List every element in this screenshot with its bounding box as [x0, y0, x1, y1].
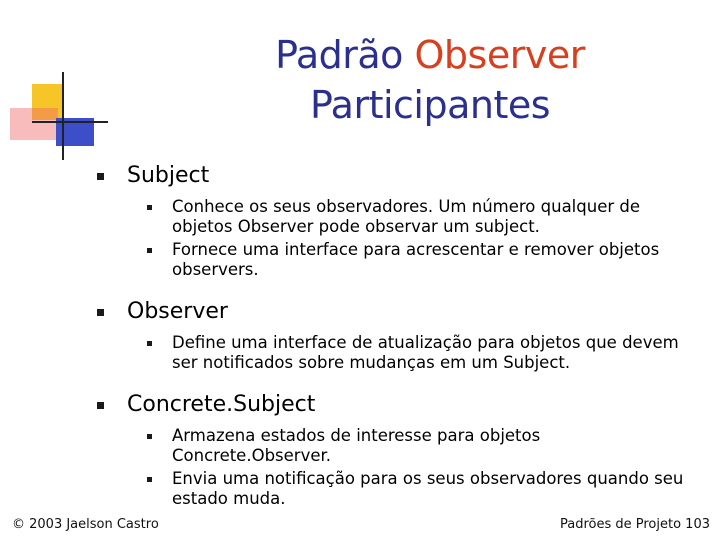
bullet-group-subject [97, 158, 697, 280]
title-word-observer: Observer [414, 33, 585, 77]
title-subtitle: Participantes [309, 83, 551, 127]
sub-bullet-text: Fornece uma interface para acrescentar e remover objetos observers. [172, 240, 660, 279]
bullet-marker [147, 434, 152, 439]
bullet-marker [97, 402, 104, 409]
bullet-marker [147, 341, 152, 346]
bullet-group-observer [97, 294, 697, 373]
bullet-group-concrete-subject [97, 387, 697, 509]
bullet-item [97, 387, 697, 423]
sub-bullet-item [147, 469, 697, 509]
bullet-marker [97, 309, 104, 316]
bullet-label: Subject [127, 163, 210, 188]
slide-title [150, 30, 710, 130]
sub-bullet-text: Define uma interface de atualização para objetos que devem ser notificados sobre mudanças em um Subject. [172, 333, 679, 372]
bullet-label: Concrete.Subject [127, 392, 316, 417]
bullet-marker [97, 173, 104, 180]
bullet-list [97, 158, 697, 523]
footer-copyright: © 2003 Jaelson Castro [12, 517, 159, 532]
bullet-label: Observer [127, 299, 228, 324]
sub-bullet-text: Conhece os seus observadores. Um número qualquer de objetos Observer pode observar um subject. [172, 197, 640, 236]
bullet-marker [147, 477, 152, 482]
bullet-item [97, 158, 697, 194]
sub-bullet-text: Armazena estados de interesse para objetos Concrete.Observer. [172, 426, 541, 465]
bullet-marker [147, 248, 152, 253]
sub-bullet-item [147, 240, 697, 280]
sub-bullet-item [147, 333, 697, 373]
title-word-pattern: Padrão [275, 33, 403, 77]
sub-bullet-item [147, 197, 697, 237]
bullet-item [97, 294, 697, 330]
footer-page-number: Padrões de Projeto 103 [559, 517, 710, 532]
bullet-marker [147, 205, 152, 210]
sub-bullet-item [147, 426, 697, 466]
sub-bullet-text: Envia uma notificação para os seus observadores quando seu estado muda. [172, 469, 684, 508]
decorative-logo [0, 0, 110, 170]
